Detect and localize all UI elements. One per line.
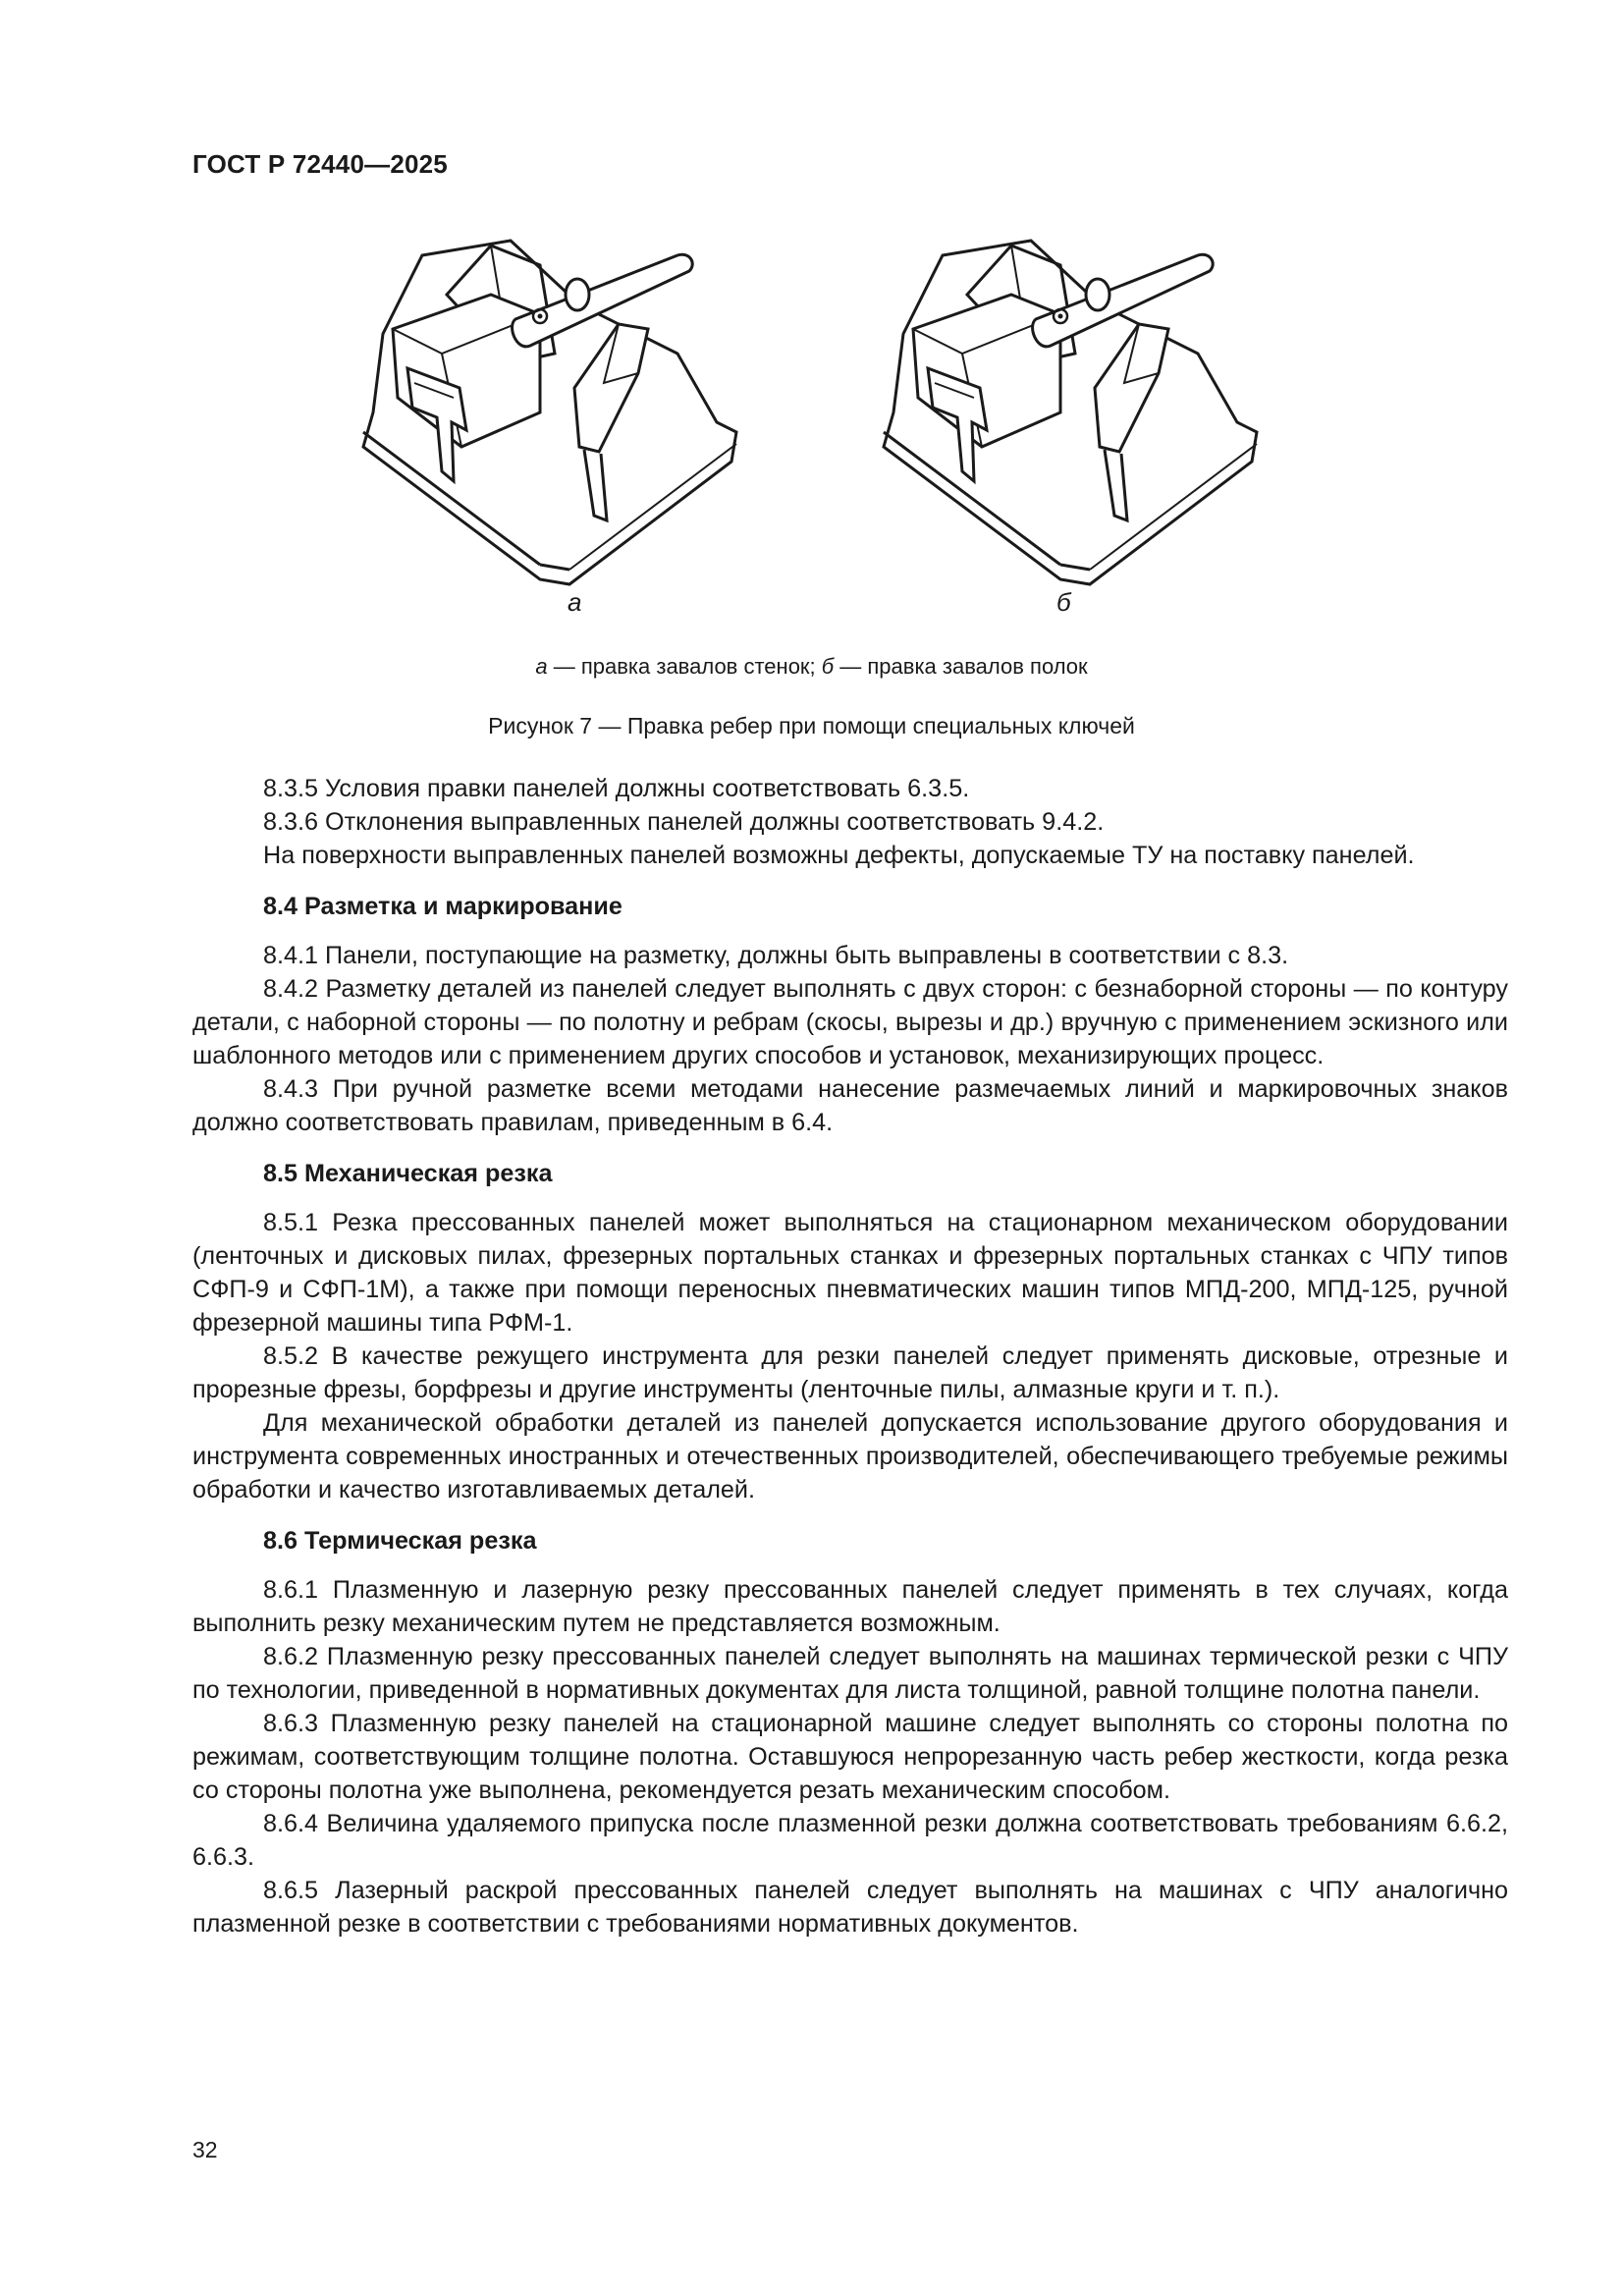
document-code-header: ГОСТ Р 72440—2025 [192,149,448,179]
heading-8-4: 8.4 Разметка и маркирование [263,893,622,920]
paragraph-8-6-3: 8.6.3 Плазменную резку панелей на стационарной машине следует выполнять со стороны полотна по режимам, соответствующим толщине полотна. Оставшуюся непрорезанную часть ребер жесткости, когда резка со стороны полотна уже выполнена, рекомендуется резать механическим способом. [192,1710,1508,1804]
paragraph-8-4-2: 8.4.2 Разметку деталей из панелей следует выполнять с двух сторон: с безнаборной стороны — по контуру детали, с наборной стороны — по полотну и ребрам (скосы, вырезы и др.) вручную с применением эскизного или шаблонного методов или с применением других способов и установок, механизирующих процесс. [192,975,1508,1069]
subcaption-letter-b: б [821,654,835,679]
paragraph-8-5-1: 8.5.1 Резка прессованных панелей может выполняться на стационарном механическом оборудовании (ленточных и дисковых пилах, фрезерных портальных станках и фрезерных портальных станках с ЧПУ типов СФП-9 и СФП-1М), а также при помощи переносных пневматических машин типов МПД-200, МПД-125, ручной фрезерной машины типа РФМ-1. [192,1209,1508,1337]
figure-subcaption [0,654,1623,680]
drawing-b [884,241,1257,584]
paragraph-8-4-1: 8.4.1 Панели, поступающие на разметку, должны быть выправлены в соответствии с 8.3. [263,942,1289,969]
paragraph-8-3-6: 8.3.6 Отклонения выправленных панелей должны соответствовать 9.4.2. [263,808,1105,836]
paragraph-8-6-4: 8.6.4 Величина удаляемого припуска после плазменной резки должна соответствовать требованиям 6.6.2, 6.6.3. [192,1810,1508,1871]
heading-8-6: 8.6 Термическая резка [263,1527,537,1555]
paragraph-8-6-1: 8.6.1 Плазменную и лазерную резку прессованных панелей следует применять в тех случаях, когда выполнить резку механическим путем не представляется возможным. [192,1576,1508,1637]
subcaption-letter-a: а [535,654,548,679]
subcaption-text-a: — правка завалов стенок; [547,654,822,679]
figure-label-a: а [568,587,582,617]
figure-title: Рисунок 7 — Правка ребер при помощи специальных ключей [488,713,1135,738]
paragraph-8-3-5: 8.3.5 Условия правки панелей должны соответствовать 6.3.5. [263,775,970,802]
figure-7-drawings [334,236,1394,589]
page-number: 32 [192,2137,218,2162]
paragraph-8-5-2: 8.5.2 В качестве режущего инструмента для резки панелей следует применять дисковые, отрезные и прорезные фрезы, борфрезы и другие инструменты (ленточные пилы, алмазные круги и т. п.). [192,1342,1508,1403]
paragraph-8-6-5: 8.6.5 Лазерный раскрой прессованных панелей следует выполнять на машинах с ЧПУ аналогично плазменной резке в соответствии с требованиями нормативных документов. [192,1877,1508,1938]
paragraph-8-6-2: 8.6.2 Плазменную резку прессованных панелей следует выполнять на машинах термической резки с ЧПУ по технологии, приведенной в нормативных документах для листа толщиной, равной толщине полотна панели. [192,1643,1508,1704]
subcaption-text-b: — правка завалов полок [834,654,1088,679]
paragraph-8-5-2-equipment: Для механической обработки деталей из панелей допускается использование другого оборудования и инструмента современных иностранных и отечественных производителей, обеспечивающего требуемые режимы обработки и качество изготавливаемых деталей. [192,1409,1508,1503]
figure-label-b: б [1056,587,1071,617]
paragraph-8-4-3: 8.4.3 При ручной разметке всеми методами нанесение размечаемых линий и маркировочных знаков должно соответствовать правилам, приведенным в 6.4. [192,1075,1508,1136]
paragraph-8-3-6-defects: На поверхности выправленных панелей возможны дефекты, допускаемые ТУ на поставку панелей. [263,842,1415,869]
body-text [192,772,1508,1941]
heading-8-5: 8.5 Механическая резка [263,1160,553,1187]
drawing-a [363,241,736,584]
